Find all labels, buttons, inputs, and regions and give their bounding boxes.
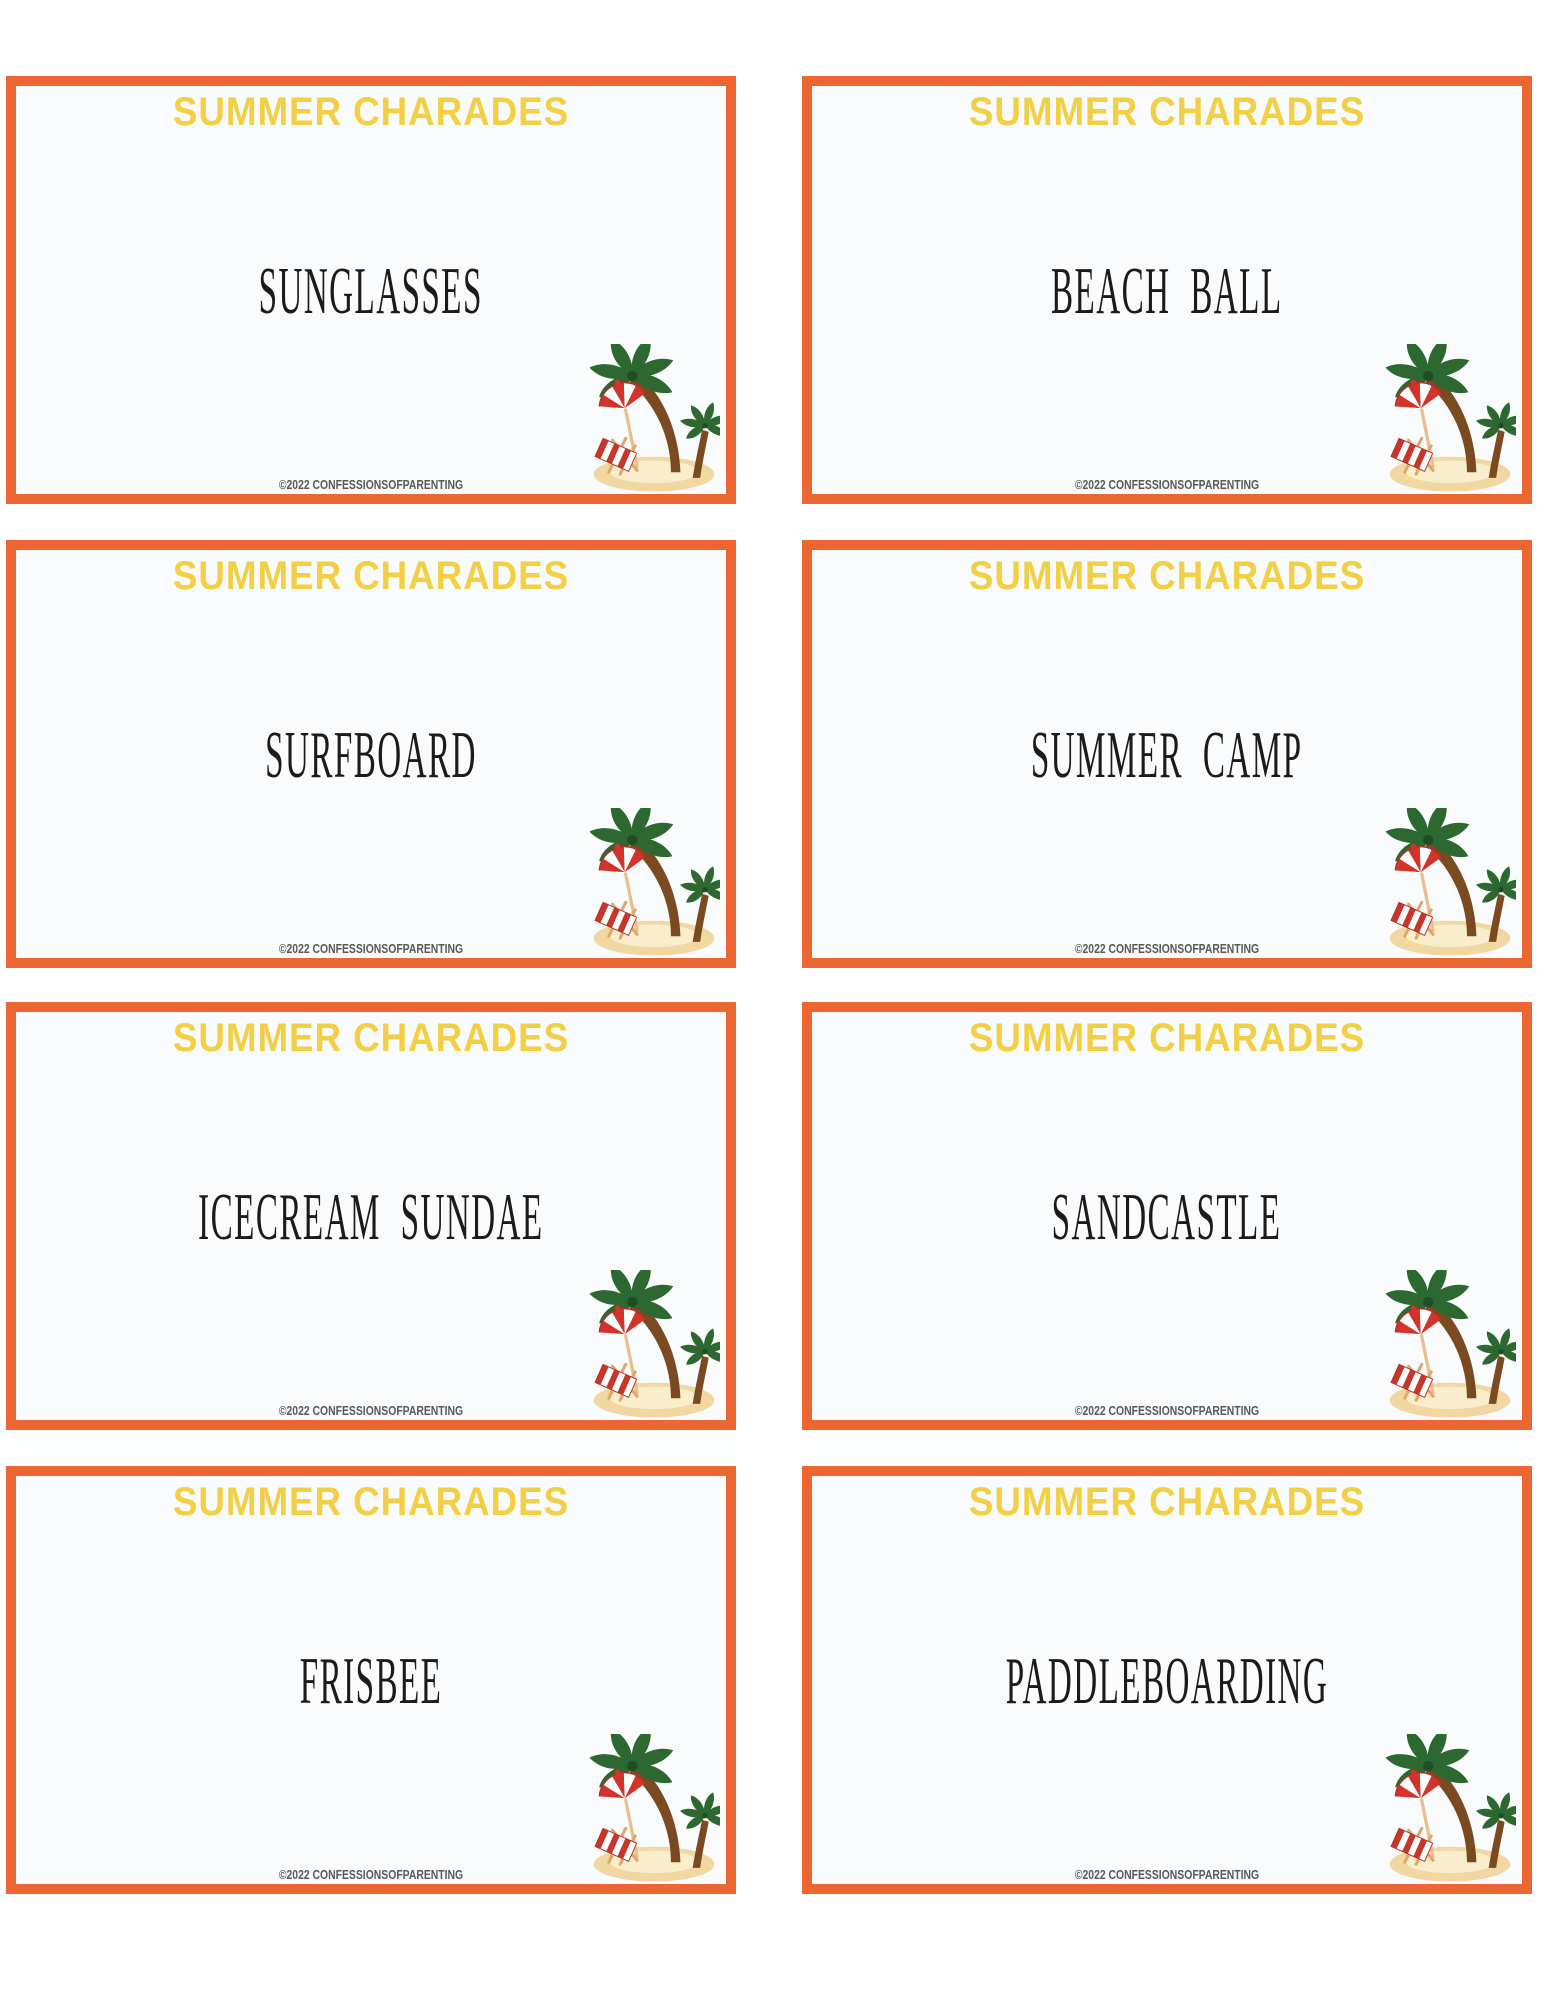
copyright-text: ©2022 CONFESSIONSOFPARENTING bbox=[1074, 1403, 1260, 1418]
palm-island-illustration bbox=[588, 344, 720, 494]
copyright-text: ©2022 CONFESSIONSOFPARENTING bbox=[278, 941, 464, 956]
copyright-text: ©2022 CONFESSIONSOFPARENTING bbox=[1074, 1867, 1260, 1882]
card-title: SUMMER CHARADES bbox=[968, 90, 1366, 134]
card-word: FRISBEE bbox=[299, 1643, 443, 1717]
copyright-text: ©2022 CONFESSIONSOFPARENTING bbox=[278, 1867, 464, 1882]
palm-island-illustration bbox=[588, 1270, 720, 1420]
palm-island-illustration bbox=[588, 808, 720, 958]
card-title: SUMMER CHARADES bbox=[172, 1480, 570, 1524]
charade-card-sandcastle bbox=[802, 1002, 1532, 1430]
card-title: SUMMER CHARADES bbox=[968, 1016, 1366, 1060]
palm-island-illustration bbox=[1384, 344, 1516, 494]
charade-card-sunglasses bbox=[6, 76, 736, 504]
charade-card-frisbee bbox=[6, 1466, 736, 1894]
card-title: SUMMER CHARADES bbox=[172, 554, 570, 598]
card-word: SURFBOARD bbox=[265, 717, 477, 791]
palm-island-illustration bbox=[1384, 1270, 1516, 1420]
palm-island-illustration bbox=[1384, 808, 1516, 958]
charade-card-summer-camp bbox=[802, 540, 1532, 968]
card-word: ICECREAM SUNDAE bbox=[198, 1179, 544, 1253]
copyright-text: ©2022 CONFESSIONSOFPARENTING bbox=[1074, 941, 1260, 956]
charade-card-paddleboarding bbox=[802, 1466, 1532, 1894]
card-title: SUMMER CHARADES bbox=[968, 1480, 1366, 1524]
copyright-text: ©2022 CONFESSIONSOFPARENTING bbox=[1074, 477, 1260, 492]
card-title: SUMMER CHARADES bbox=[172, 1016, 570, 1060]
copyright-text: ©2022 CONFESSIONSOFPARENTING bbox=[278, 1403, 464, 1418]
card-title: SUMMER CHARADES bbox=[172, 90, 570, 134]
card-word: BEACH BALL bbox=[1051, 253, 1283, 327]
palm-island-illustration bbox=[1384, 1734, 1516, 1884]
card-word: SANDCASTLE bbox=[1052, 1179, 1282, 1253]
card-word: SUNGLASSES bbox=[258, 253, 484, 327]
card-title: SUMMER CHARADES bbox=[968, 554, 1366, 598]
charade-card-beach-ball bbox=[802, 76, 1532, 504]
charade-card-surfboard bbox=[6, 540, 736, 968]
copyright-text: ©2022 CONFESSIONSOFPARENTING bbox=[278, 477, 464, 492]
card-word: PADDLEBOARDING bbox=[1005, 1643, 1329, 1717]
card-word: SUMMER CAMP bbox=[1031, 717, 1303, 791]
charade-card-icecream-sundae bbox=[6, 1002, 736, 1430]
palm-island-illustration bbox=[588, 1734, 720, 1884]
